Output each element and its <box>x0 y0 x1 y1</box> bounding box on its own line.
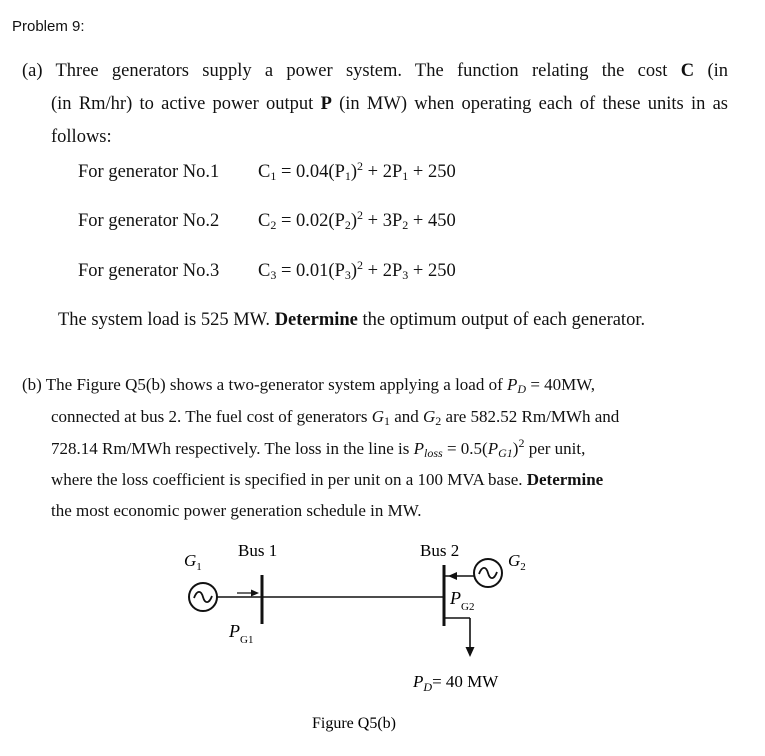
pg1-label: $P_{G1}$ <box>229 621 254 646</box>
part-a-line-3: follows: <box>51 127 112 147</box>
pg1-arrow-head <box>251 590 259 597</box>
load-arrow-head <box>466 647 475 657</box>
part-b-line-4: where the loss coefficient is specified in per unit on a 100 MVA base. Determine <box>51 470 604 489</box>
bus-2-label: Bus 2 <box>420 541 460 560</box>
part-a-line-2: (in Rm/hr) to active power output P (in MW) when operating each of these units in as <box>51 94 728 114</box>
system-load-statement: The system load is 525 MW. Determine the optimum output of each generator. <box>58 310 646 330</box>
g2-label: $G_2$ <box>508 551 526 573</box>
part-b-line-1: (b) The Figure Q5(b) shows a two-generator system applying a load of $P_D = 40MW$, <box>22 375 596 396</box>
generator-g1-symbol <box>189 583 217 611</box>
part-b-line-2: connected at bus 2. The fuel cost of generators $G_1$ and $G_2$ are 582.52 Rm/MWh and <box>51 407 620 428</box>
bus-1-label: Bus 1 <box>238 541 278 560</box>
figure-caption: Figure Q5(b) <box>312 715 396 732</box>
generator-g2-symbol <box>474 559 502 587</box>
problem-title: Problem 9: <box>12 18 85 35</box>
g1-label: $G_1$ <box>184 551 202 573</box>
generator-1-equation: $C_1 = 0.04(P_1)^2 + 2P_1 + 250$ <box>258 159 456 183</box>
part-b-line-5: the most economic power generation schedule in MW. <box>51 501 422 520</box>
generator-2-label: For generator No.2 <box>78 211 220 231</box>
generator-3-label: For generator No.3 <box>78 261 220 281</box>
pd-label: $P_D= 40$ MW <box>413 672 499 694</box>
generator-1-label: For generator No.1 <box>78 162 220 182</box>
generator-2-equation: $C_2 = 0.02(P_2)^2 + 3P_2 + 450$ <box>258 208 456 232</box>
pg2-label: $P_{G2}$ <box>450 588 475 613</box>
part-b-line-3: 728.14 Rm/MWh respectively. The loss in the line is $P_{loss} = 0.5(P_{G1})^2$ per unit, <box>51 436 586 460</box>
generator-3-equation: $C_3 = 0.01(P_3)^2 + 2P_3 + 250$ <box>258 258 456 282</box>
part-a-line-1: (a) Three generators supply a power system. The function relating the cost C (in <box>22 61 729 81</box>
pg2-arrow-head <box>448 572 457 580</box>
